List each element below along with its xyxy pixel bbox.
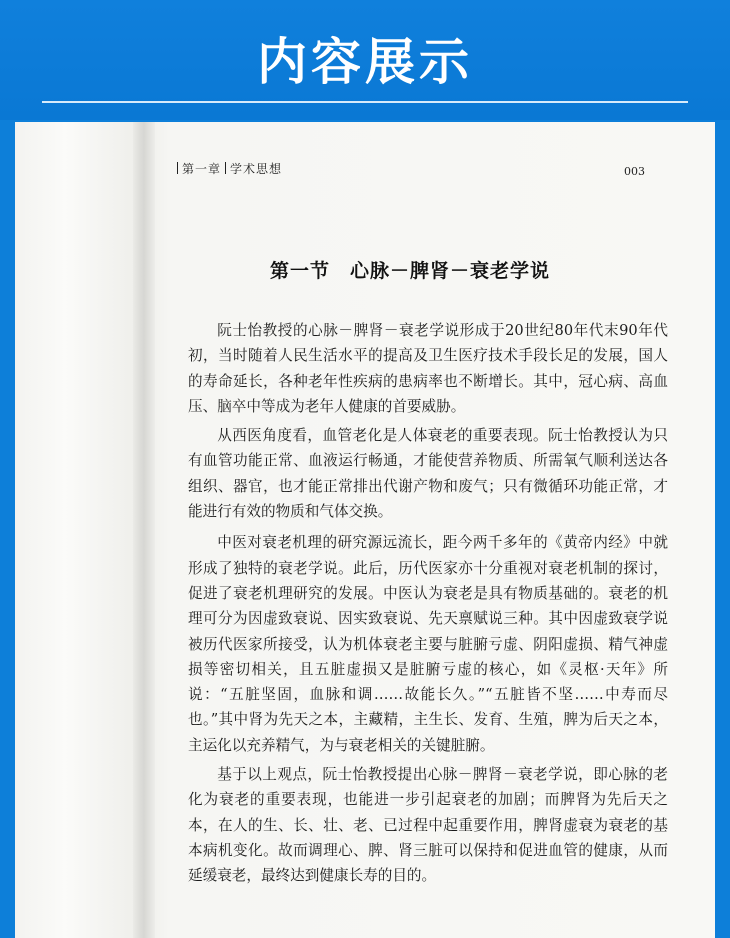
page-number: 003 [624,165,645,178]
banner [0,0,730,120]
banner-title: 内容展示 [257,33,473,91]
book-photo [15,122,715,938]
section-title: 第一节 心脉－脾肾－衰老学说 [269,260,550,282]
paragraph-2: 从西医角度看，血管老化是人体衰老的重要表现。阮士怡教授认为只有血管功能正常、血液运行畅通，才能使营养物质、所需氧气顺利送达各组织、器官，也才能正常排出代谢产物和废气；只有微循环功能正常，才能进行有效的物质和气体交换。 [188,427,668,521]
left-page [15,122,140,938]
book-spine-shadow [133,122,155,938]
paragraph-4: 基于以上观点，阮士怡教授提出心脉－脾肾－衰老学说，即心脉的老化为衰老的重要表现，也能进一步引起衰老的加剧；而脾肾为先后天之本，在人的生、长、壮、老、已过程中起重要作用，脾肾虚衰为衰老的基本病机变化。故而调理心、脾、肾三脏可以保持和促进血管的健康，从而延缓衰老，最终达到健康长寿的目的。 [188,766,668,885]
paragraph-3: 中医对衰老机理的研究源远流长，距今两千多年的《黄帝内经》中就形成了独特的衰老学说。此后，历代医家亦十分重视对衰老机制的探讨，促进了衰老机理研究的发展。中医认为衰老是具有物质基础的。衰老的机理可分为因虚致衰说、因实致衰说、先天禀赋说三种。其中因虚致衰学说被历代医家所接受，认为机体衰老主要与脏腑亏虚、阴阳虚损、精气神虚损等密切相关，且五脏虚损又是脏腑亏虚的核心，如《灵枢·天年》所说：“五脏坚固，血脉和调……故能长久。”“五脏皆不坚……中寿而尽也。”其中肾为先天之本，主藏精，主生长、发育、生殖，脾为后天之本，主运化以充养精气，为与衰老相关的关键脏腑。 [188,534,668,754]
header-chapter: 第一章 [182,162,222,176]
running-header [173,160,282,177]
body-text [188,318,668,889]
header-section: 学术思想 [230,162,283,176]
paragraph-1: 阮士怡教授的心脉－脾肾－衰老学说形成于20世纪80年代末90年代初，当时随着人民生活水平的提高及卫生医疗技术手段长足的发展，国人的寿命延长，各种老年性疾病的患病率也不断增长。其中，冠心病、高血压、脑卒中等成为老年人健康的首要威胁。 [188,322,668,415]
banner-divider [42,101,688,103]
